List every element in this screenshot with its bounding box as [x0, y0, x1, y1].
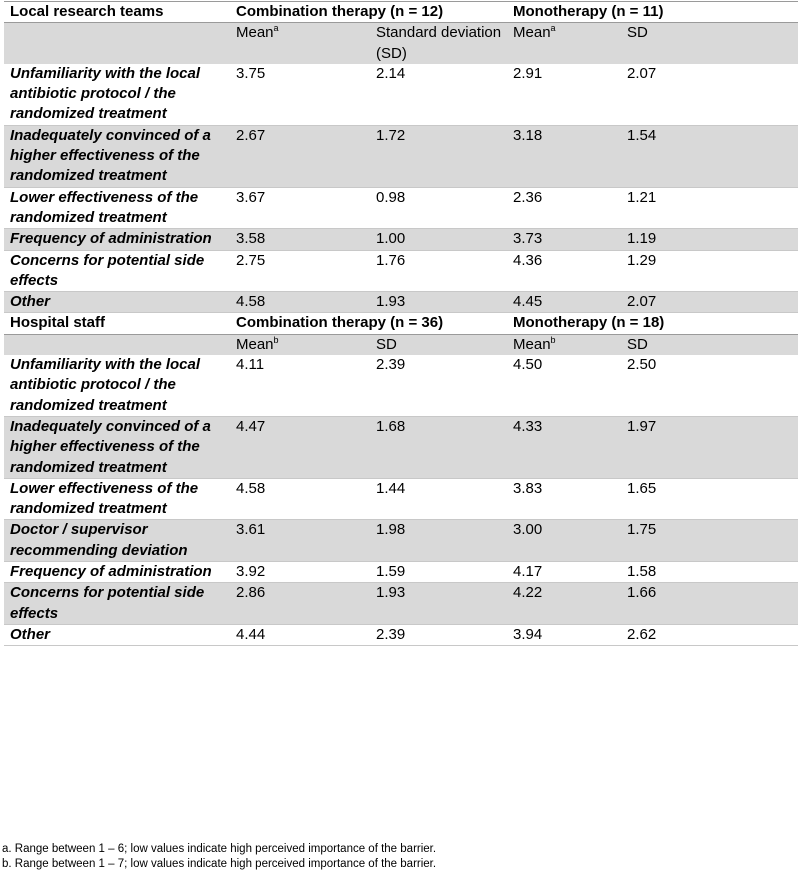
group-header-combination: Combination therapy (n = 12): [230, 2, 507, 23]
barrier-label: Other: [4, 292, 230, 313]
table-body: [4, 2, 798, 646]
value-cell: 1.76: [370, 250, 507, 292]
barrier-label: Other: [4, 624, 230, 645]
table-row: [4, 583, 798, 625]
value-cell: 3.94: [507, 624, 621, 645]
value-cell: 4.36: [507, 250, 621, 292]
table-row: [4, 250, 798, 292]
footnote-marker: a: [273, 23, 279, 34]
barrier-label: Concerns for potential side effects: [4, 250, 230, 292]
table-row: [4, 520, 798, 562]
value-cell: 4.17: [507, 562, 621, 583]
section-title: Hospital staff: [4, 313, 230, 334]
barrier-label: Frequency of administration: [4, 229, 230, 250]
value-cell: 1.68: [370, 416, 507, 478]
barrier-label: Unfamiliarity with the local antibiotic protocol / the randomized treatment: [4, 64, 230, 125]
barrier-label: Inadequately convinced of a higher effectiveness of the randomized treatment: [4, 125, 230, 187]
section-header: [4, 2, 798, 23]
value-cell: 1.93: [370, 583, 507, 625]
subheader-label: Mean: [513, 335, 551, 353]
value-cell: 2.75: [230, 250, 370, 292]
table-row: [4, 562, 798, 583]
table-row: [4, 292, 798, 313]
value-cell: 2.39: [370, 355, 507, 416]
value-cell: 2.67: [230, 125, 370, 187]
value-cell: 1.44: [370, 478, 507, 520]
value-cell: 4.33: [507, 416, 621, 478]
barrier-label: Concerns for potential side effects: [4, 583, 230, 625]
barrier-label: Frequency of administration: [4, 562, 230, 583]
value-cell: 4.11: [230, 355, 370, 416]
value-cell: 1.58: [621, 562, 798, 583]
value-cell: 2.50: [621, 355, 798, 416]
table-row: [4, 416, 798, 478]
table-row: [4, 187, 798, 229]
value-cell: 0.98: [370, 187, 507, 229]
value-cell: 2.36: [507, 187, 621, 229]
barrier-label: Lower effectiveness of the randomized treatment: [4, 187, 230, 229]
value-cell: 3.61: [230, 520, 370, 562]
subheader-cell: [507, 334, 621, 355]
barrier-label: Lower effectiveness of the randomized treatment: [4, 478, 230, 520]
subheader-empty: [4, 334, 230, 355]
value-cell: 1.93: [370, 292, 507, 313]
footnote-marker: b: [273, 334, 279, 345]
value-cell: 1.54: [621, 125, 798, 187]
footnote-a: a. Range between 1 – 6; low values indicate high perceived importance of the barrier.: [2, 843, 437, 855]
group-header-combination: Combination therapy (n = 36): [230, 313, 507, 334]
subheader-label: SD: [376, 335, 397, 353]
value-cell: 4.44: [230, 624, 370, 645]
value-cell: 4.22: [507, 583, 621, 625]
table-row: [4, 355, 798, 416]
subheader-label: SD: [627, 335, 648, 353]
footnote-b: b. Range between 1 – 7; low values indicate high perceived importance of the barrier.: [2, 858, 437, 870]
value-cell: 3.73: [507, 229, 621, 250]
barrier-label: Unfamiliarity with the local antibiotic protocol / the randomized treatment: [4, 355, 230, 416]
value-cell: 1.72: [370, 125, 507, 187]
table-row: [4, 624, 798, 645]
subheader-label: Mean: [513, 24, 551, 42]
footnotes: [2, 842, 436, 872]
group-header-monotherapy: Monotherapy (n = 11): [507, 2, 798, 23]
table-row: [4, 478, 798, 520]
barrier-label: Doctor / supervisor recommending deviation: [4, 520, 230, 562]
value-cell: 2.07: [621, 292, 798, 313]
group-header-monotherapy: Monotherapy (n = 18): [507, 313, 798, 334]
value-cell: 1.00: [370, 229, 507, 250]
table-row: [4, 64, 798, 125]
value-cell: 2.14: [370, 64, 507, 125]
value-cell: 3.75: [230, 64, 370, 125]
footnote-marker: b: [550, 334, 556, 345]
table-row: [4, 125, 798, 187]
value-cell: 2.07: [621, 64, 798, 125]
value-cell: 1.59: [370, 562, 507, 583]
subheader-cell: [230, 334, 370, 355]
value-cell: 2.91: [507, 64, 621, 125]
section-header: [4, 313, 798, 334]
value-cell: 3.92: [230, 562, 370, 583]
subheader-label: SD: [627, 24, 648, 42]
subheader-cell: [621, 334, 798, 355]
value-cell: 3.18: [507, 125, 621, 187]
value-cell: 3.58: [230, 229, 370, 250]
value-cell: 1.66: [621, 583, 798, 625]
value-cell: 4.45: [507, 292, 621, 313]
subheader-label: Standard deviation (SD): [376, 24, 502, 62]
value-cell: 4.58: [230, 292, 370, 313]
value-cell: 3.67: [230, 187, 370, 229]
subheader-row: [4, 23, 798, 64]
value-cell: 1.65: [621, 478, 798, 520]
subheader-cell: [370, 334, 507, 355]
subheader-cell: [370, 23, 507, 64]
value-cell: 4.58: [230, 478, 370, 520]
value-cell: 2.62: [621, 624, 798, 645]
value-cell: 1.19: [621, 229, 798, 250]
value-cell: 3.00: [507, 520, 621, 562]
value-cell: 2.86: [230, 583, 370, 625]
value-cell: 4.47: [230, 416, 370, 478]
subheader-cell: [507, 23, 621, 64]
value-cell: 1.21: [621, 187, 798, 229]
barriers-table: [4, 1, 798, 646]
footnote-marker: a: [550, 23, 556, 34]
value-cell: 4.50: [507, 355, 621, 416]
subheader-cell: [230, 23, 370, 64]
value-cell: 3.83: [507, 478, 621, 520]
value-cell: 1.75: [621, 520, 798, 562]
value-cell: 1.29: [621, 250, 798, 292]
subheader-row: [4, 334, 798, 355]
subheader-cell: [621, 23, 798, 64]
subheader-label: Mean: [236, 24, 274, 42]
subheader-label: Mean: [236, 335, 274, 353]
section-title: Local research teams: [4, 2, 230, 23]
value-cell: 2.39: [370, 624, 507, 645]
value-cell: 1.98: [370, 520, 507, 562]
subheader-empty: [4, 23, 230, 64]
value-cell: 1.97: [621, 416, 798, 478]
barrier-label: Inadequately convinced of a higher effectiveness of the randomized treatment: [4, 416, 230, 478]
table-row: [4, 229, 798, 250]
